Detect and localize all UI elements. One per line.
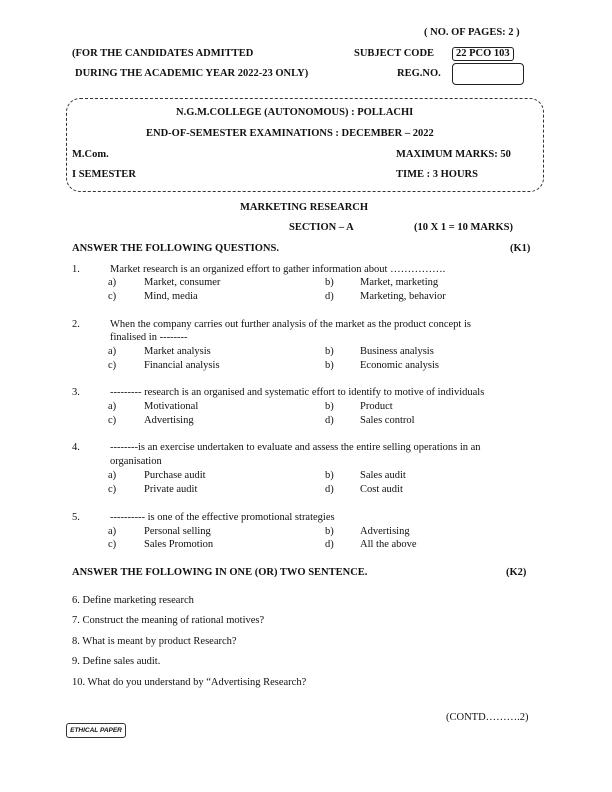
option-label: d) bbox=[325, 415, 334, 426]
subject-code-value: 22 PCO 103 bbox=[452, 47, 514, 61]
question-number: 2. bbox=[72, 319, 80, 330]
question-10: 10. What do you understand by “Advertising Research? bbox=[72, 677, 307, 688]
option-label: c) bbox=[108, 484, 117, 495]
continued-note: (CONTD……….2) bbox=[446, 712, 529, 723]
option-label: d) bbox=[325, 484, 334, 495]
college-name: N.G.M.COLLEGE (AUTONOMOUS) : POLLACHI bbox=[176, 107, 414, 118]
option-label: b) bbox=[325, 470, 334, 481]
option-label: c) bbox=[108, 360, 117, 371]
option-text: Sales control bbox=[360, 415, 415, 426]
question-number: 4. bbox=[72, 442, 80, 453]
question-9: 9. Define sales audit. bbox=[72, 656, 161, 667]
option-label: c) bbox=[108, 539, 117, 550]
option-text: Market, marketing bbox=[360, 277, 439, 288]
option-label: d) bbox=[325, 291, 334, 302]
subject-code-box bbox=[452, 47, 514, 61]
part2-instruction: ANSWER THE FOLLOWING IN ONE (OR) TWO SENTENCE. bbox=[72, 567, 368, 578]
option-text: Cost audit bbox=[360, 484, 403, 495]
question-text: When the company carries out further analysis of the market as the product concept is bbox=[110, 319, 471, 330]
option-label: c) bbox=[108, 415, 117, 426]
max-marks: MAXIMUM MARKS: 50 bbox=[396, 149, 511, 160]
option-text: All the above bbox=[360, 539, 417, 550]
option-text: Financial analysis bbox=[144, 360, 220, 371]
option-label: d) bbox=[325, 539, 334, 550]
option-text: Market analysis bbox=[144, 346, 211, 357]
section-title: SECTION – A bbox=[289, 222, 354, 233]
question-text: --------- research is an organised and systematic effort to identify to motive of individuals bbox=[110, 387, 485, 398]
candidates-line-2: DURING THE ACADEMIC YEAR 2022-23 ONLY) bbox=[75, 68, 309, 79]
option-text: Advertising bbox=[144, 415, 194, 426]
question-number: 5. bbox=[72, 512, 80, 523]
option-text: Product bbox=[360, 401, 393, 412]
part2-level: (K2) bbox=[506, 567, 527, 578]
option-text: Personal selling bbox=[144, 526, 211, 537]
candidates-line-1: (FOR THE CANDIDATES ADMITTED bbox=[72, 48, 254, 59]
exam-time: TIME : 3 HOURS bbox=[396, 169, 478, 180]
question-text: ---------- is one of the effective promotional strategies bbox=[110, 512, 335, 523]
option-text: Sales audit bbox=[360, 470, 406, 481]
question-8: 8. What is meant by product Research? bbox=[72, 636, 237, 647]
option-text: Advertising bbox=[360, 526, 410, 537]
option-text: Business analysis bbox=[360, 346, 434, 357]
part1-level: (K1) bbox=[510, 243, 531, 254]
option-label: b) bbox=[325, 401, 334, 412]
question-6: 6. Define marketing research bbox=[72, 595, 194, 606]
option-text: Private audit bbox=[144, 484, 198, 495]
option-label: b) bbox=[325, 277, 334, 288]
option-label: c) bbox=[108, 291, 117, 302]
question-text-continued: finalised in -------- bbox=[110, 332, 188, 343]
option-label: b) bbox=[325, 526, 334, 537]
option-label: a) bbox=[108, 346, 117, 357]
option-text: Marketing, behavior bbox=[360, 291, 446, 302]
exam-title: END-OF-SEMESTER EXAMINATIONS : DECEMBER – 2022 bbox=[146, 128, 434, 139]
part1-instruction: ANSWER THE FOLLOWING QUESTIONS. bbox=[72, 243, 279, 254]
course-name: M.Com. bbox=[72, 149, 109, 160]
option-label: a) bbox=[108, 277, 117, 288]
question-text-continued: organisation bbox=[110, 456, 162, 467]
option-text: Economic analysis bbox=[360, 360, 440, 371]
ethical-paper-stamp: ETHICAL PAPER bbox=[66, 723, 126, 738]
option-text: Purchase audit bbox=[144, 470, 206, 481]
option-text: Motivational bbox=[144, 401, 199, 412]
paper-title: MARKETING RESEARCH bbox=[240, 202, 369, 213]
option-label: b) bbox=[325, 360, 334, 371]
option-label: a) bbox=[108, 401, 117, 412]
option-text: Sales Promotion bbox=[144, 539, 214, 550]
section-marks: (10 X 1 = 10 MARKS) bbox=[414, 222, 514, 233]
option-label: a) bbox=[108, 526, 117, 537]
question-text: --------is an exercise undertaken to evaluate and assess the entire selling operations in an bbox=[110, 442, 481, 453]
reg-no-field[interactable] bbox=[452, 63, 524, 85]
option-label: b) bbox=[325, 346, 334, 357]
subject-code-label: SUBJECT CODE bbox=[354, 48, 435, 59]
question-text: Market research is an organized effort to gather information about ……………. bbox=[110, 264, 446, 275]
question-number: 3. bbox=[72, 387, 80, 398]
question-7: 7. Construct the meaning of rational motives? bbox=[72, 615, 265, 626]
question-number: 1. bbox=[72, 264, 80, 275]
option-text: Mind, media bbox=[144, 291, 198, 302]
semester: I SEMESTER bbox=[72, 169, 136, 180]
reg-no-label: REG.NO. bbox=[397, 68, 441, 79]
option-text: Market, consumer bbox=[144, 277, 221, 288]
no-of-pages: ( NO. OF PAGES: 2 ) bbox=[424, 27, 520, 38]
option-label: a) bbox=[108, 470, 117, 481]
